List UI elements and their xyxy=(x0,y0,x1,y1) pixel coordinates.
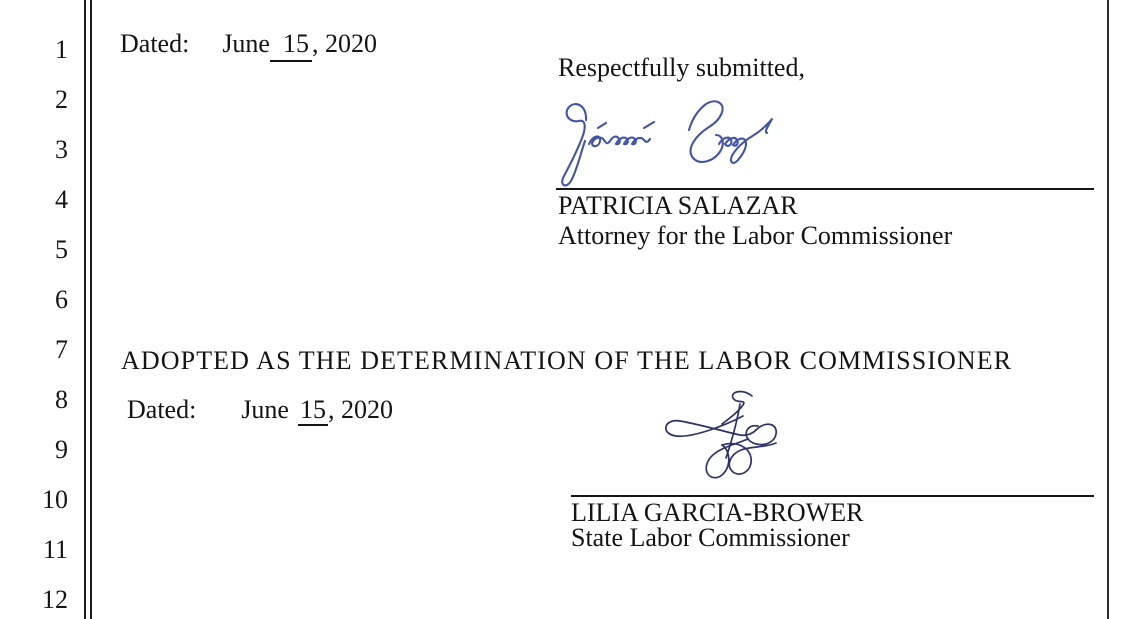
lilia-garcia-brower-signature xyxy=(652,386,780,479)
dated-line-attorney xyxy=(120,31,377,57)
attorney-title: Attorney for the Labor Commissioner xyxy=(558,221,953,250)
line-number: 10 xyxy=(42,485,68,514)
patricia-salazar-signature xyxy=(556,92,776,187)
commissioner-title: State Labor Commissioner xyxy=(571,523,850,552)
attorney-name: PATRICIA SALAZAR xyxy=(558,191,798,220)
line-number: 8 xyxy=(55,385,68,414)
line-number: 12 xyxy=(42,585,68,614)
line-number: 7 xyxy=(55,335,68,364)
commissioner-name: LILIA GARCIA-BROWER xyxy=(571,498,864,527)
dated-line-commissioner xyxy=(127,397,393,423)
adopted-heading: ADOPTED AS THE DETERMINATION OF THE LABOR COMMISSIONER xyxy=(121,346,1013,375)
dated-year: , 2020 xyxy=(311,29,377,58)
dated-day-underlined: 15 xyxy=(270,29,312,62)
dated-label: Dated: xyxy=(127,395,197,424)
dated-label: Dated: xyxy=(120,29,190,58)
dated-day-underlined: 15 xyxy=(299,395,326,424)
left-margin-double-line xyxy=(84,0,92,619)
line-number: 5 xyxy=(55,235,68,264)
signature-strokes xyxy=(562,101,772,185)
line-number: 4 xyxy=(55,185,68,214)
dated-month: June xyxy=(222,29,270,58)
respectfully-submitted-line: Respectfully submitted, xyxy=(558,53,805,82)
line-number: 9 xyxy=(55,435,68,464)
right-margin-line xyxy=(1107,0,1109,619)
dated-year: , 2020 xyxy=(327,395,393,424)
attorney-signature-line xyxy=(556,188,1094,190)
line-number: 6 xyxy=(55,285,68,314)
commissioner-signature-line xyxy=(571,495,1094,497)
dated-month: June xyxy=(241,395,289,424)
line-number: 1 xyxy=(55,35,68,64)
line-number: 11 xyxy=(42,535,68,564)
line-number: 3 xyxy=(55,135,68,164)
pleading-line-numbers xyxy=(0,25,68,619)
signature-strokes xyxy=(666,392,776,478)
line-number: 2 xyxy=(55,85,68,114)
